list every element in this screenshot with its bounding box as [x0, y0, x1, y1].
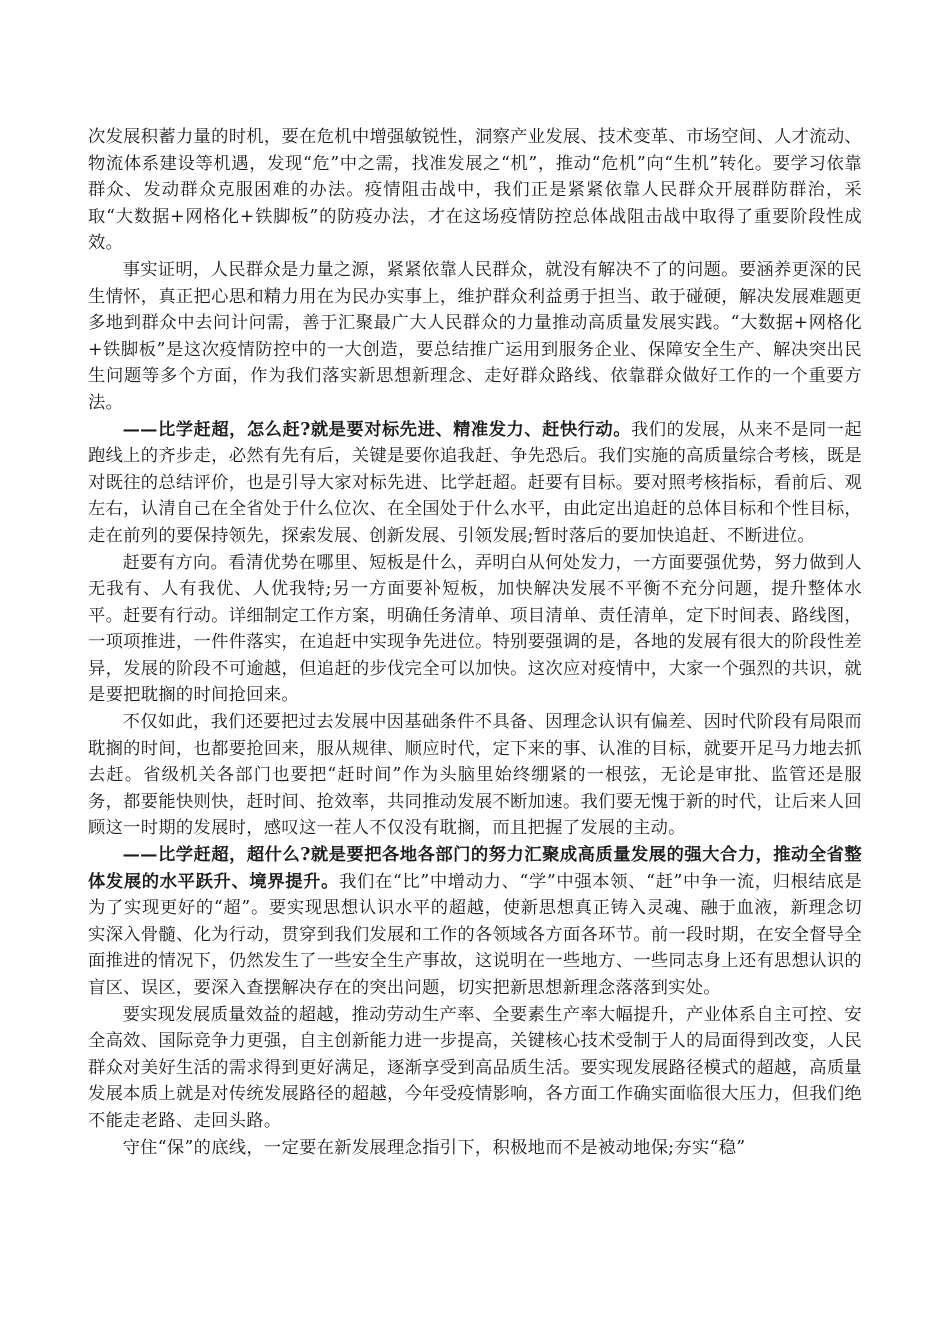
paragraph-3-lead: ——比学赶超，怎么赶?就是要对标先进、精准发力、赶快行动。	[122, 419, 631, 440]
paragraph-5-text: 不仅如此，我们还要把过去发展中因基础条件不具备、因理念认识有偏差、因时代阶段有局限而耽搁的时间，也都要抢回来，服从规律、顺应时代，定下来的事、认准的目标，就要开足马力地去抓去赶。省级机关各部门也要把“赶时间”作为头脑里始终绷紧的一根弦，无论是审批、监管还是服务，都要能快则快，赶时间、抢效率，共同推动发展不断加速。我们要无愧于新的时代，让后来人回顾这一时期的发展时，感叹这一茬人不仅没有耽搁，而且把握了发展的主动。	[88, 712, 862, 839]
paragraph-4	[88, 550, 862, 710]
paragraph-2	[88, 257, 862, 417]
paragraph-6-text: 我们在“比”中增动力、“学”中强本领、“赶”中争一流，归根结底是为了实现更好的“超”。要实现思想认识水平的超越，使新思想真正铸入灵魂、融于血液，新理念切实深入骨髓、化为行动，贯穿到我们发展和工作的各领域各方面各环节。前一段时期，在安全督导全面推进的情况下，仍然发生了一些安全生产事故，这说明在一些地方、一些同志身上还有思想认识的盲区、误区，要深入查摆解决存在的突出问题，切实把新思想新理念落落到实处。	[88, 871, 863, 998]
paragraph-3	[88, 417, 862, 550]
paragraph-8	[88, 1135, 862, 1162]
paragraph-1-text: 次发展积蓄力量的时机，要在危机中增强敏锐性，洞察产业发展、技术变革、市场空间、人才流动、物流体系建设等机遇，发现“危”中之需，找准发展之“机”，推动“危机”向“生机”转化。要学习依靠群众、发动群众克服困难的办法。疫情阻击战中，我们正是紧紧依靠人民群众开展群防群治，采取“大数据+网格化+铁脚板”的防疫办法，才在这场疫情防控总体战阻击战中取得了重要阶段性成效。	[88, 127, 862, 254]
paragraph-2-text: 事实证明，人民群众是力量之源，紧紧依靠人民群众，就没有解决不了的问题。要涵养更深的民生情怀，真正把心思和精力用在为民办实事上，维护群众利益勇于担当、敢于碰硬，解决发展难题更多地到群众中去问计问需，善于汇聚最广大人民群众的力量推动高质量发展实践。“大数据+网格化+铁脚板”是这次疫情防控中的一大创造，要总结推广运用到服务企业、保障安全生产、解决突出民生问题等多个方面，作为我们落实新思想新理念、走好群众路线、依靠群众做好工作的一个重要方法。	[88, 259, 862, 413]
paragraph-7-text: 要实现发展质量效益的超越，推动劳动生产率、全要素生产率大幅提升，产业体系自主可控、安全高效、国际竞争力更强，自主创新能力进一步提高，关键核心技术受制于人的局面得到改变，人民群众对美好生活的需求得到更好满足，逐渐享受到高品质生活。要实现发展路径模式的超越，高质量发展本质上就是对传统发展路径的超越，今年受疫情影响，各方面工作确实面临很大压力，但我们绝不能走老路、走回头路。	[88, 1004, 862, 1131]
paragraph-5	[88, 709, 862, 842]
paragraph-4-text: 赶要有方向。看清优势在哪里、短板是什么，弄明白从何处发力，一方面要强优势，努力做到人无我有、人有我优、人优我特;另一方面要补短板，加快解决发展不平衡不充分问题，提升整体水平。赶要有行动。详细制定工作方案，明确任务清单、项目清单、责任清单，定下时间表、路线图，一项项推进，一件件落实，在追赶中实现争先进位。特别要强调的是，各地的发展有很大的阶段性差异，发展的阶段不可逾越，但追赶的步伐完全可以加快。这次应对疫情中，大家一个强烈的共识，就是要把耽搁的时间抢回来。	[88, 552, 862, 706]
paragraph-1	[88, 124, 862, 257]
paragraph-6-lead: ——比学赶超，超什么?就是要把各地各部门的努力汇聚成高质量发展的强大合力，推动全省整体发展的水平跃升、境界提升。	[88, 845, 862, 892]
paragraph-8-text: 守住“保”的底线，一定要在新发展理念指引下，积极地而不是被动地保;夯实“稳”	[122, 1137, 746, 1158]
paragraph-7	[88, 1002, 862, 1135]
paragraph-6	[88, 842, 862, 1002]
document-body	[88, 124, 862, 1161]
paragraph-3-text: 我们的发展，从来不是同一起跑线上的齐步走，必然有先有后，关键是要你追我赶、争先恐后。我们实施的高质量综合考核，既是对既往的总结评价，也是引导大家对标先进、比学赶超。赶要有目标。要对照考核指标，看前后、观左右，认清自己在全省处于什么位次、在全国处于什么水平，由此定出追赶的总体目标和个性目标，走在前列的要保持领先，探索发展、创新发展、引领发展;暂时落后的要加快追赶、不断进位。	[88, 419, 862, 546]
